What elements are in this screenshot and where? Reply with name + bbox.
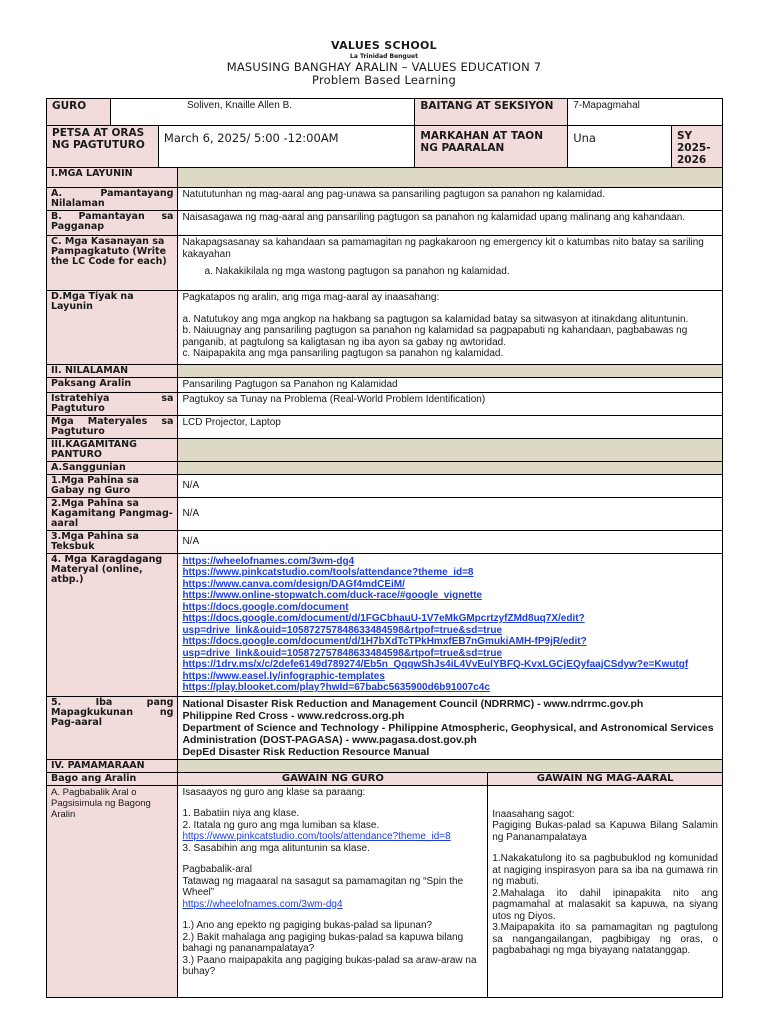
karagdagang-label: 4. Mga Karagdagang Materyal (online, atbp.) bbox=[47, 553, 178, 696]
kagamitan-label: 2.Mga Pahina sa Kagamitang Pangmag-aaral bbox=[47, 497, 178, 530]
pamantayang-nilalaman-value: Natututunhan ng mag-aaral ang pag-unawa sa pansariling pagtugon sa panahon ng kalamidad. bbox=[178, 188, 723, 211]
gabay-value: N/A bbox=[178, 474, 723, 497]
mag-title: Pagiging Bukas-palad sa Kapuwa Bilang Salamin ng Pananampalataya bbox=[492, 820, 718, 843]
col-gawain-guro: GAWAIN NG GURO bbox=[178, 772, 488, 785]
kasanayan-cell bbox=[178, 236, 723, 291]
sanggunian-label: A.Sanggunian bbox=[47, 461, 178, 474]
mag-answer-1: 1.Nakakatulong ito sa pagbubuklod ng komunidad at nagiging inspirasyon para sa iba na gumawa rin ng mabuti. bbox=[492, 853, 718, 887]
markahan-value: Una bbox=[568, 126, 672, 168]
pamantayang-nilalaman-label: A. Pamantayang Nilalaman bbox=[47, 188, 178, 211]
petsa-value: March 6, 2025/ 5:00 -12:00AM bbox=[158, 126, 415, 168]
link-google-doc-2[interactable]: https://docs.google.com/document/d/1H7bXdTcTPkHmxfEB7nGmukiAMH-fP9jR/edit? bbox=[182, 636, 587, 647]
section-nilalaman-fill bbox=[178, 365, 723, 378]
school-location: La Trinidad Benguet bbox=[350, 53, 418, 60]
materyales-value: LCD Projector, Laptop bbox=[178, 415, 723, 438]
source-redcross: Philippine Red Cross - www.redcross.org.ph bbox=[182, 709, 405, 722]
mag-answer-3: 3.Maipapakita ito sa pamamagitan ng pagtulong sa nangangailangan, pagbibigay ng oras, o pagbabahagi ng mga biyayang natatanggap. bbox=[492, 922, 718, 956]
istratehiya-label: Istratehiya sa Pagtuturo bbox=[47, 392, 178, 415]
kasanayan-value: Nakapagsasanay sa kahandaan sa pamamagitan ng pagkakaroon ng emergency kit o katumbas nito batay sa sariling kakayahan bbox=[182, 237, 704, 260]
kagamitan-value: N/A bbox=[178, 497, 723, 530]
gabay-label: 1.Mga Pahina sa Gabay ng Guro bbox=[47, 474, 178, 497]
school-year: SY 2025-2026 bbox=[671, 126, 722, 168]
link-google-doc-1[interactable]: https://docs.google.com/document/d/1FGCbhauU-1V7eMkGMpcrtzyfZMd8uq7X/edit? bbox=[182, 613, 585, 624]
markahan-label: MARKAHAN AT TAON NG PAARALAN bbox=[415, 126, 568, 168]
mag-intro: Inaasahang sagot: bbox=[492, 808, 575, 820]
petsa-label: PETSA AT ORAS NG PAGTUTURO bbox=[47, 126, 159, 168]
mag-answer-2: 2.Mahalaga ito dahil ipinapakita nito ang pagmamahal at malasakit sa kapuwa, na siyang utos ng Diyos. bbox=[492, 887, 718, 922]
tiyak-layunin-cell bbox=[178, 291, 723, 365]
question-1: 1.) Ano ang epekto ng pagiging bukas-palad sa lipunan? bbox=[182, 920, 433, 931]
kasanayan-sub: a. Nakakikilala ng mga wastong pagtugon sa panahon ng kalamidad. bbox=[204, 266, 510, 277]
gawain-guro-cell bbox=[178, 785, 488, 997]
source-pagasa: Department of Science and Technology - Philippine Atmospheric, Geophysical, and Astronomical Services Administration (DOST-PAGASA) - www.pagasa.dost.gov.ph bbox=[182, 721, 714, 746]
link-stopwatch[interactable]: https://www.online-stopwatch.com/duck-race/#google_vignette bbox=[182, 590, 483, 601]
kasanayan-label: C. Mga Kasanayan sa Pampagkatuto (Write the LC Code for each) bbox=[47, 236, 178, 291]
baitang-label: BAITANG AT SEKSIYON bbox=[415, 99, 568, 126]
tiyak-a: a. Natutukoy ang mga angkop na hakbang sa pagtugon sa kalamidad batay sa sitwasyon at itinakdang alituntunin. bbox=[182, 313, 689, 325]
guro-wheel-link[interactable]: https://wheelofnames.com/3wm-dg4 bbox=[182, 898, 343, 910]
guro-step-3: 3. Sasabihin ang mga alituntunin sa klase. bbox=[182, 842, 370, 854]
guro-label: GURO bbox=[47, 99, 111, 126]
document-approach: Problem Based Learning bbox=[312, 73, 456, 87]
link-onedrive[interactable]: https://1drv.ms/x/c/2defe6149d789274/Eb5n_QqqwShJs4iL4VvEulYBFQ-KvxLGCjEQyfaajCSdyw?e=Kwutgf bbox=[182, 659, 689, 670]
tiyak-c: c. Naipapakita ang mga pansariling pagtugon sa panahon ng kalamidad. bbox=[182, 348, 504, 359]
guro-attendance-link[interactable]: https://www.pinkcatstudio.com/tools/attendance?theme_id=8 bbox=[182, 831, 451, 842]
link-canva[interactable]: https://www.canva.com/design/DAGf4mdCEiM/ bbox=[182, 578, 405, 590]
tiyak-intro: Pagkatapos ng aralin, ang mga mag-aaral ay inaasahang: bbox=[182, 292, 440, 303]
section-nilalaman: II. NILALAMAN bbox=[47, 365, 178, 378]
document-title: MASUSING BANGHAY ARALIN – VALUES EDUCATION 7 bbox=[226, 60, 542, 74]
tiyak-layunin-label: D.Mga Tiyak na Layunin bbox=[47, 291, 178, 365]
bago-label: Bago ang Aralin bbox=[47, 772, 178, 785]
section-layunin-fill bbox=[178, 168, 723, 188]
sanggunian-fill bbox=[178, 461, 723, 474]
paksa-label: Paksang Aralin bbox=[47, 378, 178, 393]
section-kagamitan: III.KAGAMITANG PANTURO bbox=[47, 438, 178, 461]
school-name: VALUES SCHOOL bbox=[331, 39, 437, 52]
col-gawain-mag-aaral: GAWAIN NG MAG-AARAL bbox=[488, 772, 723, 785]
iba-sources bbox=[178, 696, 723, 759]
gawain-mag-aaral-cell bbox=[488, 785, 723, 997]
question-3: 3.) Paano maipapakita ang pagiging bukas-palad sa araw-araw na buhay? bbox=[182, 954, 477, 977]
source-ndrrmc: National Disaster Risk Reduction and Management Council (NDRRMC) - www.ndrrmc.gov.ph bbox=[182, 697, 644, 710]
pamantayan-pagganap-value: Naisasagawa ng mag-aaral ang pansariling pagtugon sa panahon ng kalamidad upang malinang ang kahandaan. bbox=[178, 211, 723, 236]
balik-aral-text: Tatawag ng magaaral na sasagut sa pamamagitan ng “Spin the Wheel” bbox=[182, 875, 464, 898]
guro-step-2: 2. Itatala ng guro ang mga lumiban sa klase. bbox=[182, 819, 380, 831]
section-pamamaraan: IV. PAMAMARAAN bbox=[47, 759, 178, 772]
section-pamamaraan-fill bbox=[178, 759, 723, 772]
link-wheelofnames[interactable]: https://wheelofnames.com/3wm-dg4 bbox=[182, 555, 355, 567]
source-deped: DepEd Disaster Risk Reduction Resource Manual bbox=[182, 745, 430, 758]
lesson-plan-table bbox=[46, 167, 723, 998]
paksa-value: Pansariling Pagtugon sa Panahon ng Kalamidad bbox=[178, 378, 723, 393]
link-google-doc-2-params[interactable]: usp=drive_link&ouid=105872757848633484598&rtpof=true&sd=true bbox=[182, 647, 503, 659]
section-kagamitan-fill bbox=[178, 438, 723, 461]
iba-label: 5. Iba pang Mapagkukunan ng Pag-aaral bbox=[47, 696, 178, 759]
guro-step-1: 1. Babatiin niya ang klase. bbox=[182, 808, 300, 819]
info-table bbox=[46, 98, 723, 168]
link-pinkcatstudio[interactable]: https://www.pinkcatstudio.com/tools/attendance?theme_id=8 bbox=[182, 567, 474, 578]
pamantayan-pagganap-label: B. Pamantayan sa Pagganap bbox=[47, 211, 178, 236]
pagbabalik-aral-label: A. Pagbabalik Aral o Pagsisimula ng Bagong Aralin bbox=[47, 785, 178, 997]
link-easelly[interactable]: https://www.easel.ly/infographic-templates bbox=[182, 670, 385, 682]
link-google-docs[interactable]: https://docs.google.com/document bbox=[182, 601, 349, 613]
karagdagang-links bbox=[178, 553, 723, 696]
materyales-label: Mga Materyales sa Pagtuturo bbox=[47, 415, 178, 438]
link-google-doc-1-params[interactable]: usp=drive_link&ouid=105872757848633484598&rtpof=true&sd=true bbox=[182, 624, 503, 636]
teksbuk-label: 3.Mga Pahina sa Teksbuk bbox=[47, 530, 178, 553]
tiyak-b: b. Naiuugnay ang pansariling pagtugon sa panahon ng kalamidad sa pagpapabuti ng kahandaan, pagbabawas ng panganib, at pagtulong sa kaligtasan ng iba ayon sa gabay ng awtoridad. bbox=[182, 325, 688, 348]
section-layunin: I.MGA LAYUNIN bbox=[47, 168, 178, 188]
guro-intro: Isasaayos ng guro ang klase sa paraang: bbox=[182, 786, 366, 798]
link-blooket[interactable]: https://play.blooket.com/play?hwId=67babc5635900d6b91007c4c bbox=[182, 682, 490, 693]
istratehiya-value: Pagtukoy sa Tunay na Problema (Real-World Problem Identification) bbox=[178, 392, 723, 415]
baitang-value: 7-Mapagmahal bbox=[568, 99, 723, 126]
teksbuk-value: N/A bbox=[178, 530, 723, 553]
question-2: 2.) Bakit mahalaga ang pagiging bukas-palad sa kapuwa bilang bahagi ng pananampalataya? bbox=[182, 931, 464, 954]
balik-aral-title: Pagbabalik-aral bbox=[182, 864, 252, 875]
guro-value: Soliven, Knaille Allen B. bbox=[110, 99, 414, 126]
